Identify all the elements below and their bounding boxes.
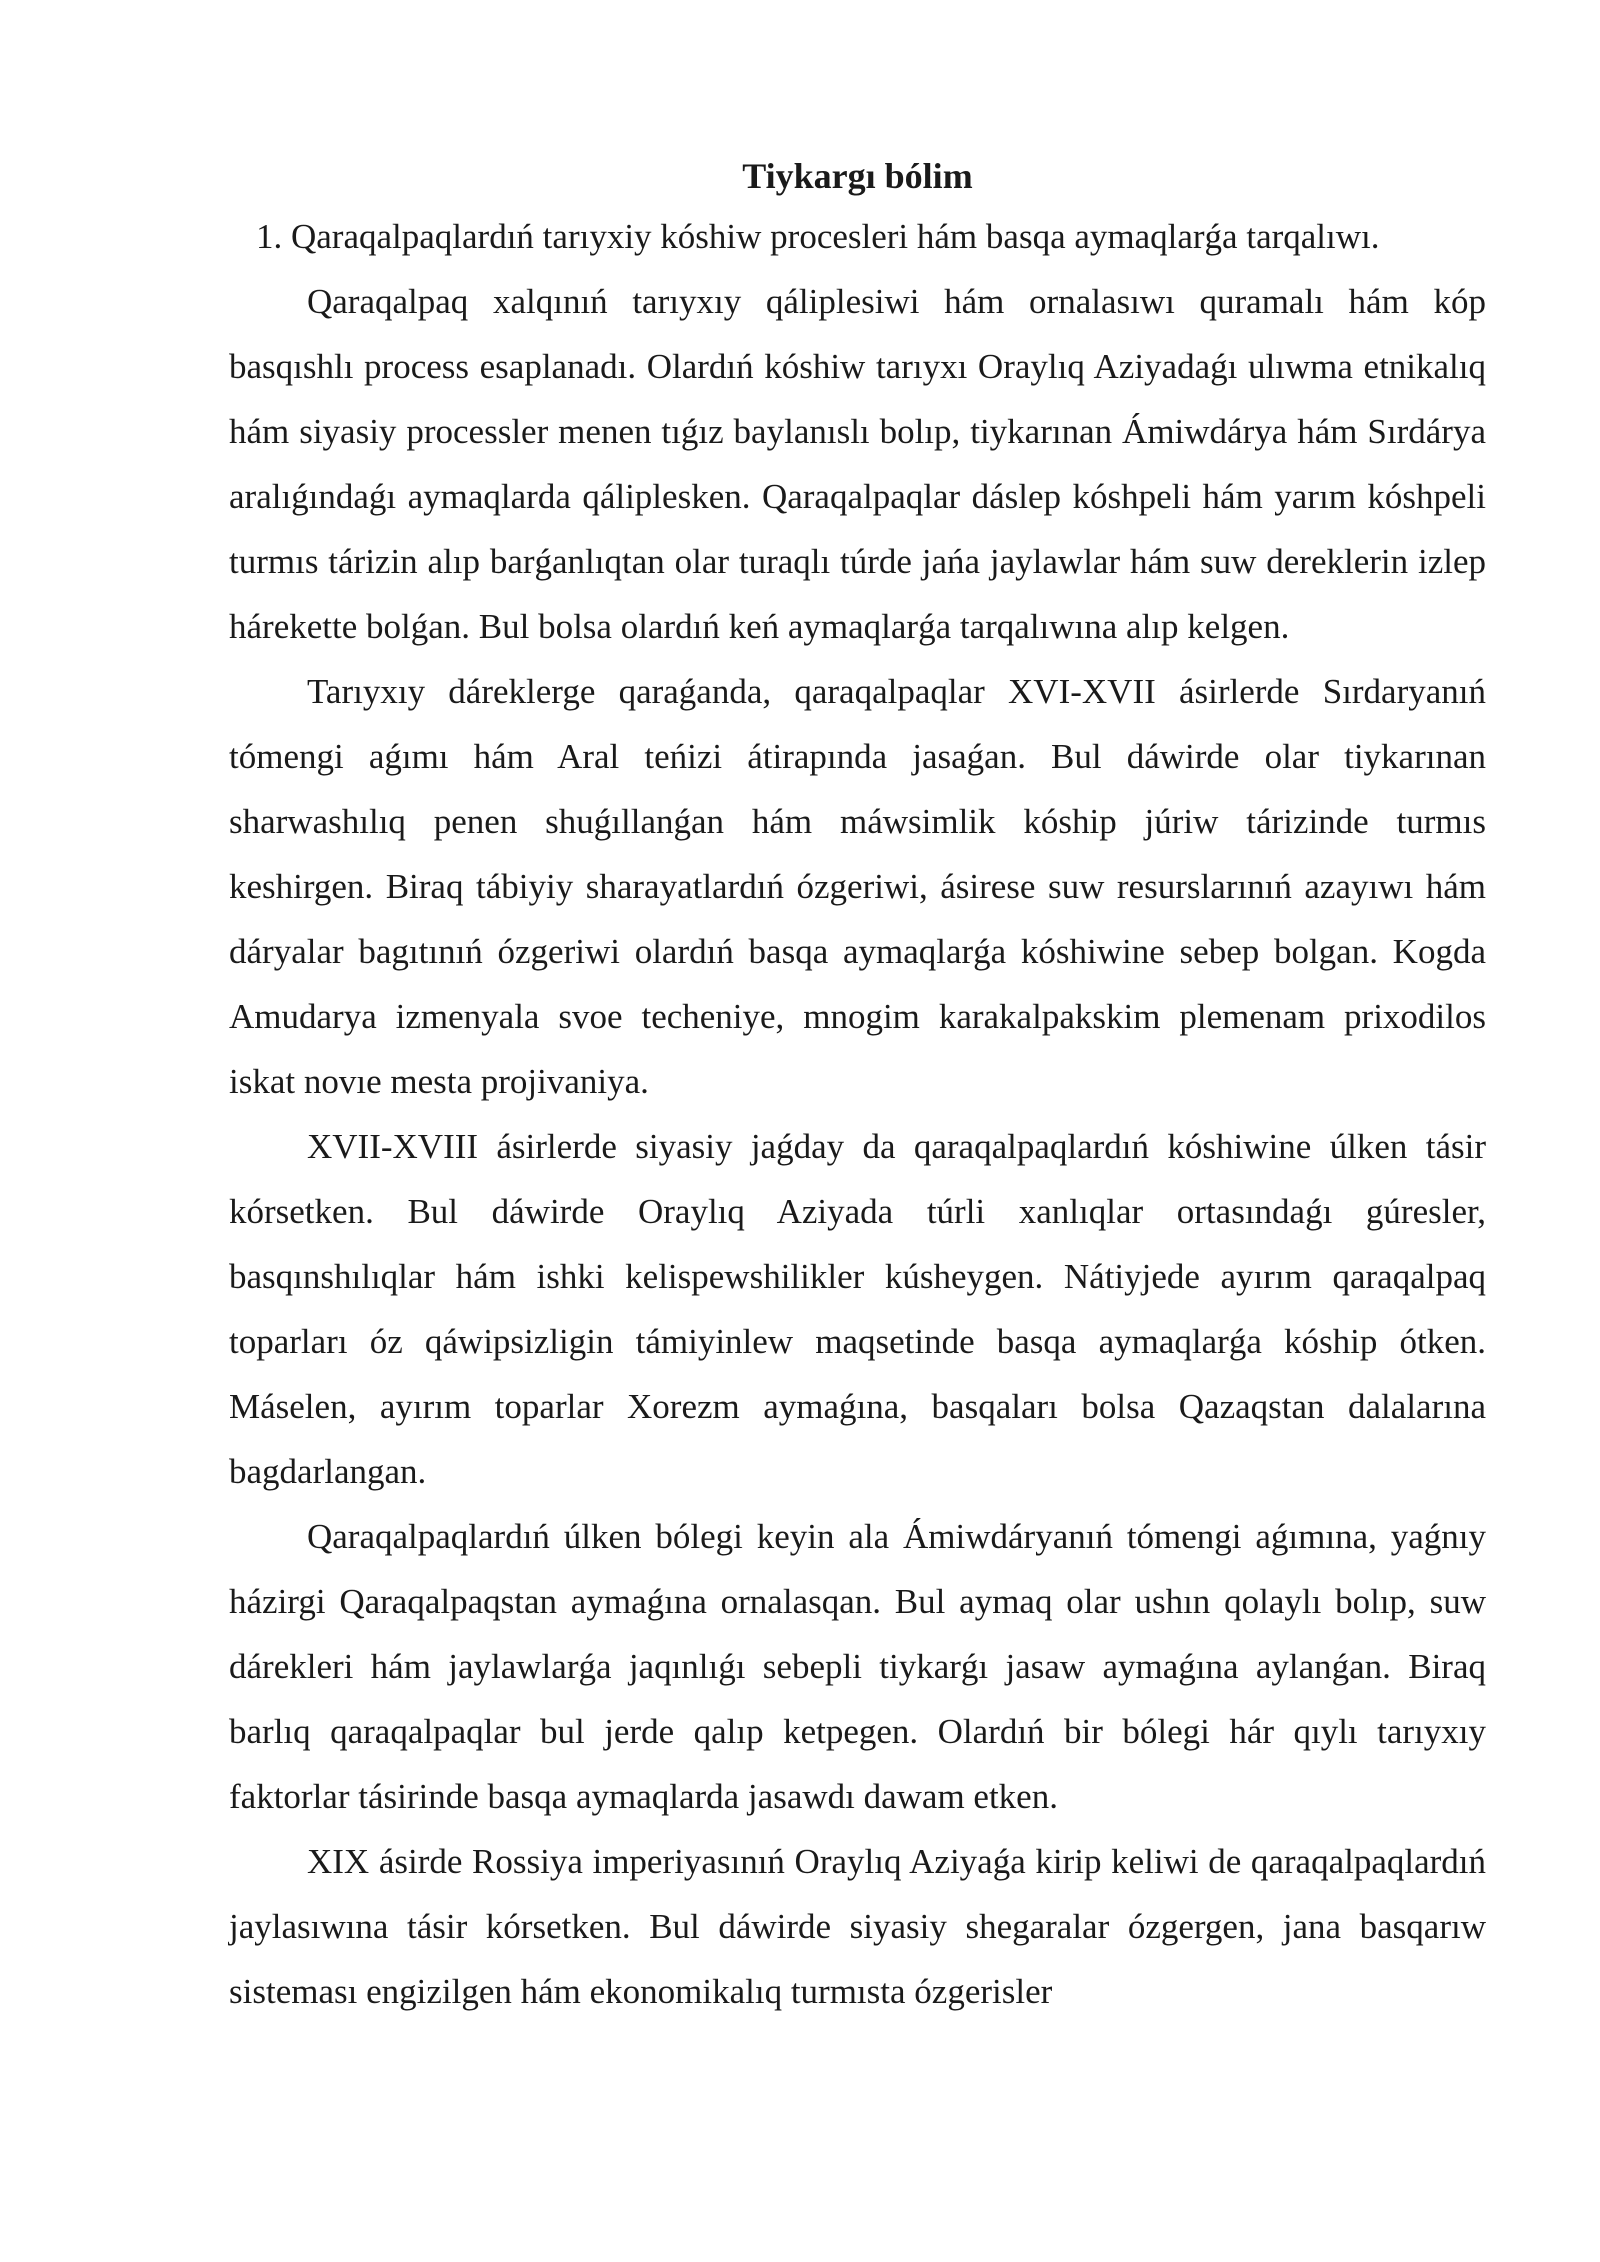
paragraph: Tarıyxıy dáreklerge qaraǵanda, qaraqalpaqlar XVI-XVII ásirlerde Sırdaryanıń tómengi aǵımı hám Aral teńizi átirapında jasaǵan. Bul dáwirde olar tiykarınan sharwashılıq penen shuǵıllanǵan hám máwsimlik kóship júriw tárizinde turmıs keshirgen. Biraq tábiyiy sharayatlardıń ózgeriwi, ásirese suw resurslarınıń azayıwı hám dáryalar bagıtınıń ózgeriwi olardıń basqa aymaqlarǵa kóshiwine sebep bolgan. Kogda Amudarya izmenyala svoe techeniye, mnogim karakalpakskim plemenam prixodilos iskat novıe mesta projivaniya. [229,672,1486,1101]
section-subheading: 1. Qaraqalpaqlardıń tarıyxiy kóshiw procesleri hám basqa aymaqlarǵa tarqalıwı. [256,217,1380,256]
paragraph: Qaraqalpaq xalqınıń tarıyxıy qáliplesiwi hám ornalasıwı quramalı hám kóp basqıshlı process esaplanadı. Olardıń kóshiw tarıyxı Oraylıq Aziyadaǵı ulıwma etnikalıq hám siyasiy processler menen tıǵız baylanıslı bolıp, tiykarınan Ámiwdárya hám Sırdárya aralıǵındaǵı aymaqlarda qáliplesken. Qaraqalpaqlar dáslep kóshpeli hám yarım kóshpeli turmıs tárizin alıp barǵanlıqtan olar turaqlı túrde jańa jaylawlar hám suw dereklerin izlep hárekette bolǵan. Bul bolsa olardıń keń aymaqlarǵa tarqalıwına alıp kelgen. [229,282,1486,646]
section-heading: Tiykargı bólim [742,156,973,196]
paragraph: XVII-XVIII ásirlerde siyasiy jaǵday da qaraqalpaqlardıń kóshiwine úlken tásir kórsetken. Bul dáwirde Oraylıq Aziyada túrli xanlıqlar ortasındaǵı gúresler, basqınshılıqlar hám ishki kelispewshilikler kúsheygen. Nátiyjede ayırım qaraqalpaq toparları óz qáwipsizligin támiyinlew maqsetinde basqa aymaqlarǵa kóship ótken. Máselen, ayırım toparlar Xorezm aymaǵına, basqaları bolsa Qazaqstan dalalarına bagdarlangan. [229,1127,1486,1491]
document-page [229,148,1486,2024]
paragraph: Qaraqalpaqlardıń úlken bólegi keyin ala Ámiwdáryanıń tómengi aǵımına, yaǵnıy házirgi Qaraqalpaqstan aymaǵına ornalasqan. Bul aymaq olar ushın qolaylı bolıp, suw dárekleri hám jaylawlarǵa jaqınlıǵı sebepli tiykarǵı jasaw aymaǵına aylanǵan. Biraq barlıq qaraqalpaqlar bul jerde qalıp ketpegen. Olardıń bir bólegi hár qıylı tarıyxıy faktorlar tásirinde basqa aymaqlarda jasawdı dawam etken. [229,1517,1486,1816]
paragraph: XIX ásirde Rossiya imperiyasınıń Oraylıq Aziyaǵa kirip keliwi de qaraqalpaqlardıń jaylasıwına tásir kórsetken. Bul dáwirde siyasiy shegaralar ózgergen, jana basqarıw sisteması engizilgen hám ekonomikalıq turmısta ózgerisler [229,1842,1486,2011]
